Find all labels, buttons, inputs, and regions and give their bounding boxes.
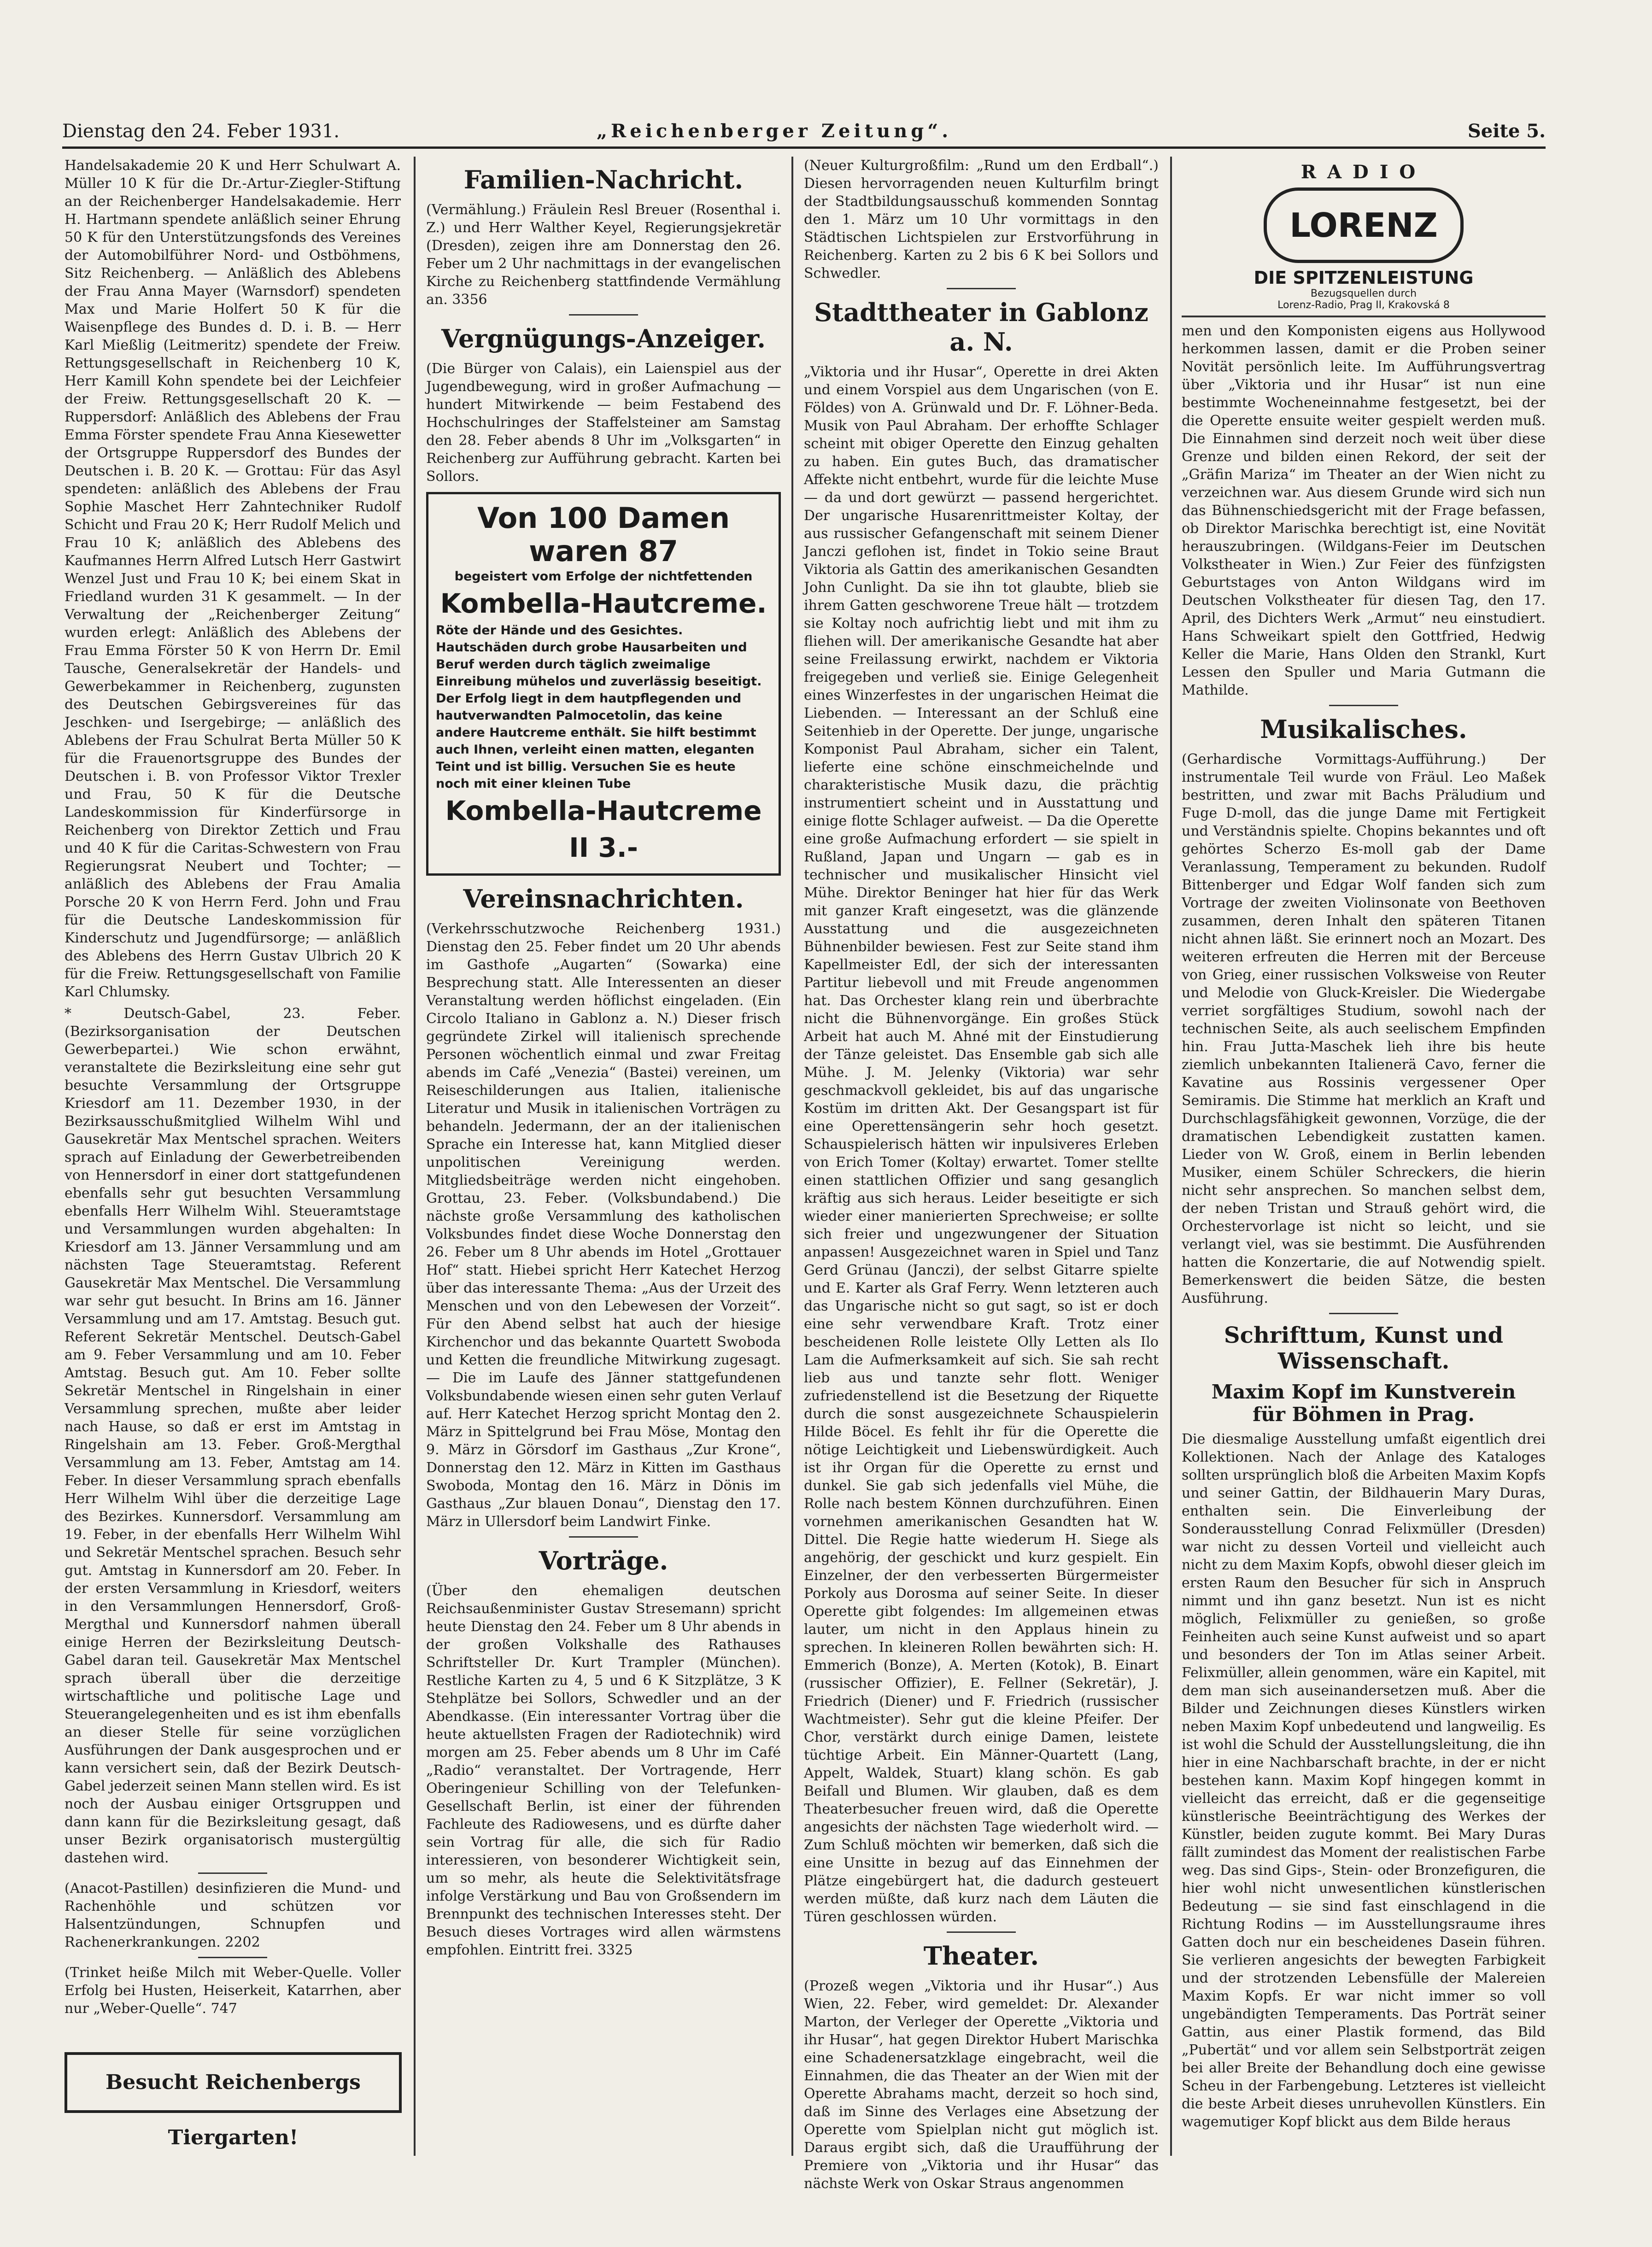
family-notice: (Vermählung.) Fräulein Resl Breuer (Rosenthal i. Z.) und Herr Walther Keyel, Regierungsjekretär (Dresden), zeigen ihre am Donnerstag den 26. Feber um 2 Uhr nachmittags in der evangelischen Kirche zu Reichenberg stattfindende Vermählung an. 3356 [426, 202, 781, 308]
column-3 [804, 157, 1159, 2192]
music-text: (Gerhardische Vormittags-Aufführung.) Der instrumentale Teil wurde von Fräul. Leo Maßek bestritten, und zwar mit Bachs Präludium und Fuge D-moll, das die junge Dame mit Fertigkeit und Verständnis spielte. Chopins bekanntes und oft gehörtes Scherzo Es-moll gab der Dame Veranlassung, Temperament zu bekunden. Rudolf Bittenberger und Edgar Wolf fanden sich zum Vortrage der zweiten Violinsonate von Beethoven zusammen, deren Inhalt den späteren Titanen nicht ahnen läßt. Sie erinnert noch an Mozart. Des weiteren erfreuten die Herren mit der Berceuse von Grieg, einer russischen Volksweise von Reuter und Melodie von Gluck-Kreisler. Die Wiedergabe verriet sorgfältiges Studium, sowohl nach der technischen Seite, als auch seelischem Empfinden hin. Frau Jutta-Maschek lieh ihre bis heute ziemlich unbekannten Italienerä Cavo, ferner die Kavatine aus Rossinis vergessener Oper Semiramis. Die Stimme hat merklich an Kraft und Durchschlagsfähigkeit gewonnen, Vorzüge, die der dramatischen Lebendigkeit zustatten kamen. Lieder von W. Groß, einem in Berlin lebenden Musiker, einem Schüler Schreckers, die hierin nicht sehr ansprechen. So manchen selbst dem, der neben Tristan und Strauß gehört wird, die Orchestervorlage ist nicht so leicht, und sie verlangt viel, was sie bestimmt. Die Ausführenden hatten die Konzertarie, die auf Notwendig spielt. Bemerkenswert die beiden Sätze, die besten Ausführung. [1182, 751, 1546, 1306]
ad-body: Röte der Hände und des Gesichtes. Hautschäden durch grobe Hausarbeiten und Beruf werden durch täglich zweimalige Einreibung mühelos und zuverlässig beseitigt. Der Erfolg liegt in dem hautpflegenden und hautverwandten Palmocetolin, das keine andere Hautcreme enthält. Sie hilft bestimmt auch Ihnen, verleiht einen matten, eleganten Teint und ist billig. Versuchen Sie es heute noch mit einer kleinen Tube [436, 623, 762, 791]
article-heading: Maxim Kopf im Kunstverein [1211, 1381, 1516, 1403]
separator [569, 314, 638, 316]
section-heading: Vereinsnachrichten. [463, 884, 744, 913]
separator [1329, 705, 1398, 706]
separator [569, 1536, 638, 1538]
section-heading: Musikalisches. [1260, 714, 1467, 744]
ad-subline: begeistert vom Erfolge der nichtfettenden [454, 569, 753, 584]
lorenz-logo: LORENZ [1264, 187, 1464, 263]
separator [1182, 316, 1546, 317]
column-divider [1170, 157, 1172, 2156]
separator [198, 1872, 267, 1874]
column-1 [64, 157, 401, 2036]
ad-headline: Von 100 Damen waren 87 [477, 501, 730, 568]
header-page-number: Seite 5. [1467, 120, 1546, 142]
events-text: (Die Bürger von Calais), ein Laienspiel aus der Jugendbewegung, wird in großer Aufmachung — hundert Mitwirkende — beim Festabend des Hochschulringes der Staffelsteiner am Samstag den 28. Feber abends 8 Uhr im „Volksgarten“ in Reichenberg zur Aufführung gebracht. Karten bei Sollors. [426, 361, 781, 485]
page-header [62, 117, 1546, 145]
separator [947, 288, 1016, 289]
header-paper-name: „Reichenberger Zeitung“. [597, 120, 952, 142]
kombella-ad [426, 492, 781, 876]
radio-lorenz-ad [1182, 157, 1546, 311]
theater-review: „Viktoria und ihr Husar“, Operette in drei Akten und einem Vorspiel aus dem Ungarischen (von E. Földes) von A. Grünwald und Dr. F. Löhner-Beda. Musik von Paul Abraham. Der erhoffte Schlager scheint mit obiger Operette den Einzug gehalten zu haben. Ein gutes Buch, das dramatischer Affekte nicht entbehrt, wurde für die leichte Muse — da und dort gewürzt — passend hergerichtet. Der ungarische Husarenrittmeister Koltay, der aus russischer Gefangenschaft mit seinem Diener Janczi geflohen ist, findet in Tokio seine Braut Viktoria als Gattin des amerikanischen Gesandten John Cunlight. Da sie ihn tot glaubte, blieb sie ihrem Gatten geschworene Treue hält — trotzdem sie Koltay noch aufrichtig liebt und mit ihm zu fliehen will. Der amerikanische Gesandte hat aber seine Freilassung erwirkt, nachdem er Viktoria freigegeben und verließ sie. Einige Gelegenheit eines Winzerfestes in der ungarischen Heimat die Liebenden. — Interessant an der Schluß eine Seitenhieb in der Operette. Der junge, ungarische Komponist Paul Abraham, sicher ein Talent, lieferte eine schöne einschmeichelnde und charakteristische Musik dazu, die prächtig instrumentiert scheint und in Ausstattung und einige flotte Schlager aufweist. — Da die Operette eine große Aufmachung erfordert — sie spielt in Rußland, Japan und Ungarn — gab es in technischer und musikalischer Hinsicht viel Mühe. Direktor Beninger hat hier für das Werk mit ganzer Kraft eingesetzt, was die glänzende Ausstattung und die ausgezeichneten Bühnenbilder bewiesen. Fest zur Seite stand ihm Kapellmeister Edl, der sich der interessanten Partitur liebevoll und mit Freude angenommen hat. Das Orchester klang rein und überbrachte nicht die Bühnenvorgänge. Ein großes Stück Arbeit hat auch M. Ahné mit der Einstudierung der Tänze geleistet. Das Ensemble gab sich alle Mühe. J. M. Jelenky (Viktoria) war sehr geschmackvoll gekleidet, bis auf das ungarische Kostüm im dritten Akt. Der Gesangspart ist für eine Operettensängerin sehr hoch gesetzt. Schauspielerisch hätten wir inpulsiveres Erleben von Erich Tomer (Koltay) erwartet. Tomer stellte einen stattlichen Offizier und sang gesanglich kräftig aus sich heraus. Leider beseitigte er sich wieder einer manierierten Sprechweise; er sollte sich freier und ungezwungener der Situation anpassen! Ausgezeichnet waren in Spiel und Tanz Gerd Grünau (Janczi), der selbst Gitarre spielte und E. Karter als Graf Ferry. Wenn letzteren auch das Ungarische nicht so gut sagt, so ist er doch eine sehr verwendbare Kraft. Trotz einer bescheidenen Rolle leistete Olly Letten als Ilo Lam die Aufmerksamkeit auf sich. Sie sah recht lieb aus und tanzte sehr flott. Weniger zufriedenstellend ist die Besetzung der Riquette durch die sonst ausgezeichnete Schauspielerin Hilde Böcel. Es fehlt ihr für die Operette die nötige Leichtigkeit und Liebenswürdigkeit. Auch ist ihr Organ für die Operette zu ernst und dunkel. Sie gab sich jedenfalls viel Mühe, die Rolle nach bestem Können durchzuführen. Einen vornehmen amerikanischen Gesandten hat W. Dittel. Die Regie hatte wiederum H. Siege als angehörig, der geschickt und kurz gespielt. Ein Einzelner, der den verbesserten Bürgermeister Porkoly aus Dorosma auf seiner Seite. In dieser Operette gibt folgendes: Im allgemeinen etwas lauter, um nicht in den Applaus hinein zu sprechen. In kleineren Rollen bewährten sich: H. Emmerich (Bonze), A. Merten (Kotok), B. Einart (russischer Offizier), E. Fellner (Sekretär), J. Friedrich (Diener) und F. Friedrich (russischer Wachtmeister). Sehr gut die kleine Pfeifer. Der Chor, verstärkt durch einige Damen, leistete tüchtige Arbeit. Ein Männer-Quartett (Lang, Appelt, Waldek, Stuart) klang schön. Es gab Beifall und Blumen. Wir glauben, daß es dem Theaterbesucher freuen wird, daß die Operette angesichts der nächsten Tage wiederholt wird. — Zum Schluß möchten wir bemerken, daß sich die eine Unsitte in bezug auf das Einnehmen der Plätze eingebürgert hat, die dadurch gesteuert werden müßte, daß kurz nach dem Läuten die Türen geschlossen würden. [804, 364, 1159, 1925]
column-divider [791, 157, 793, 2156]
association-news: (Verkehrsschutzwoche Reichenberg 1931.) Dienstag den 25. Feber findet um 20 Uhr abends im Gasthofe „Augarten“ (Sowarka) eine Besprechung statt. Alle Interessenten an dieser Veranstaltung werden höflichst eingeladen. (Ein Circolo Italiano in Gablonz a. N.) Dieser frisch gegründete Zirkel will italienisch sprechende Personen wöchentlich einmal und zwar Freitag abends im Café „Venezia“ (Bastei) vereinen, um Reiseschilderungen aus Italien, italienische Literatur und Musik in italienischen Vorträgen zu behandeln. Jedermann, der an der italienischen Sprache ein Interesse hat, kann Mitglied dieser unpolitischen Vereinigung werden. Mitgliedsbeiträge werden nicht eingehoben. Grottau, 23. Feber. (Volksbundabend.) Die nächste große Versammlung des katholischen Volksbundes findet diese Woche Donnerstag den 26. Feber um 8 Uhr abends im Hotel „Grottauer Hof“ statt. Hiebei spricht Herr Katechet Herzog über das interessante Thema: „Aus der Urzeit des Menschen und von den Lebewesen der Vorzeit“. Für den Abend selbst hat auch der hiesige Kirchenchor und das bekannte Quartett Swoboda und Ketten die freundliche Mitwirkung zugesagt. — Die im Laufe des Jänner stattgefundenen Volksbundabende wiesen einen sehr guten Verlauf auf. Herr Katechet Herzog spricht Montag den 2. März in Spittelgrund bei Frau Möse, Montag den 9. März in Görsdorf im Gasthaus „Zur Krone“, Donnerstag den 12. März in Kitten im Gasthaus Swoboda, Montag den 16. März in Dönis im Gasthaus „Zur blauen Donau“, Dienstag den 17. März in Ullersdorf beim Landwirt Finke. [426, 921, 781, 1530]
separator [1329, 1313, 1398, 1314]
section-heading: Vorträge. [539, 1546, 668, 1575]
radio-ad-source: Bezugsquellen durch [1310, 288, 1417, 299]
section-heading: Theater. [923, 1941, 1039, 1971]
section-heading: Stadttheater in Gablonz a. N. [814, 298, 1148, 357]
article-heading: für Böhmen in Prag. [1253, 1403, 1475, 1426]
lectures-text: (Über den ehemaligen deutschen Reichsaußenminister Gustav Stresemann) spricht heute Dienstag den 24. Feber um 8 Uhr abends in der großen Volkshalle des Rathauses Schriftsteller Dr. Kurt Trampler (München). Restliche Karten zu 4, 5 und 6 K Sitzplätze, 3 K Stehplätze bei Sollors, Schwedler und an der Abendkasse. (Ein interessanter Vortrag über die heute aktuellsten Fragen der Radiotechnik) wird morgen am 25. Feber abends um 8 Uhr im Café „Radio“ veranstaltet. Der Vortragende, Herr Oberingenieur Schilling von der Telefunken-Gesellschaft Berlin, ist einer der führenden Fachleute des Radiowesens, und es dürfte daher sein Vortrag für alle, die sich für Radio interessieren, von besonderer Wichtigkeit sein, um so mehr, als heute die Selektivitätsfrage infolge Verstärkung und Bau von Großsendern im Brennpunkt des technischen Interesses steht. Der Besuch dieses Vortrages wird allen wärmstens empfohlen. Eintritt frei. 3325 [426, 1583, 781, 1958]
section-heading: Familien-Nachricht. [463, 165, 744, 194]
column-4 [1182, 157, 1546, 2170]
ad-product-name: Kombella-Hautcreme. [440, 588, 767, 619]
theater-news: (Prozeß wegen „Viktoria und ihr Husar“.) Aus Wien, 22. Feber, wird gemeldet: Dr. Alexander Marton, der Verleger der Operette „Viktoria und ihr Husar“, hat gegen Direktor Hubert Marischka eine Schadenersatzklage eingebracht, weil die Einnahmen, die das Theater an der Wien mit der Operette Abrahams macht, derzeit so hoch sind, daß im Sinne des Verlages eine Absetzung der Operette vom Spielplan nicht gut möglich ist. Daraus ergibt sich, daß die Uraufführung der Premiere von „Viktoria und ihr Husar“ das nächste Werk von Oskar Straus angenommen [804, 1978, 1159, 2192]
separator [947, 1931, 1016, 1933]
radio-ad-tagline: DIE SPITZENLEISTUNG [1254, 268, 1474, 288]
donations-text: Handelsakademie 20 K und Herr Schulwart A. Müller 10 K für die Dr.-Artur-Ziegler-Stiftung an der Reichenberger Handelsakademie. Herr H. Hartmann spendete anläßlich seiner Ehrung 50 K für den Unterstützungsfonds des Vereines der Automobilführer Nord- und Ostböhmens, Sitz Reichenberg. — Anläßlich des Ablebens der Frau Anna Mayer (Warnsdorf) spendeten Max und Marie Holfert 50 K für die Waisenpflege des Bundes d. D. i. B. — Herr Karl Mießlig (Leitmeritz) spendete der Freiw. Rettungsgesellschaft in Reichenberg 10 K, Herr Kamill Kohn spendete bei der Leichfeier der Freiw. Rettungsgesellschaft 20 K. — Ruppersdorf: Anläßlich des Ablebens der Frau Emma Förster spendete Frau Anna Kiesewetter der Ortsgruppe Ruppersdorf des Bundes der Deutschen i. B. 20 K. — Grottau: Für das Asyl spendeten: anläßlich des Ablebens der Frau Sophie Maschet Herr Zahntechniker Rudolf Schicht und Frau 20 K; Herr Rudolf Melich und Frau 10 K; anläßlich des Ablebens des Kaufmannes Herrn Alfred Lutsch Herr Gastwirt Wenzel Just und Frau 10 K; bei einem Skat in Friedland wurden 31 K gesammelt. — In der Verwaltung der „Reichenberger Zeitung“ wurden erlegt: Anläßlich des Ablebens der Frau Emma Förster 50 K von Herrn Dr. Emil Tausche, Generalsekretär der Handels- und Gewerbekammer in Reichenberg, zugunsten des Deutschen Gebirgsvereines für das Jeschken- und Isergebirge; — anläßlich des Ablebens der Frau Schulrat Berta Müller 50 K für die Frauenortsgruppe des Bundes der Deutschen i. B. von Professor Viktor Trexler und Frau, 50 K für die Deutsche Landeskommission für Kinderfürsorge in Reichenberg von Direktor Zettich und Frau und 40 K für die Caritas-Schwestern von Frau Regierungsrat Neubert und Tochter; — anläßlich des Ablebens der Frau Amalia Porsche 20 K von Herrn Ferd. John und Frau für die Deutsche Landeskommission für Kinderschutz und Jugendfürsorge; — anläßlich des Ablebens des Herrn Gustav Ulbrich 20 K für die Freiw. Rettungsgesellschaft von Familie Karl Chlumsky. [64, 158, 401, 1000]
column-divider [414, 157, 416, 2156]
column-2 [426, 157, 781, 2170]
theater-continued: men und den Komponisten eigens aus Hollywood herkommen lassen, damit er die Proben seiner Novität persönlich leite. Im Aufführungsvertrag über „Viktoria und ihr Husar“ ist nun eine bestimmte Wocheneinnahme festgesetzt, bei der die Operette ensuite weiter gespielt werden muß. Die Einnahmen sind derzeit noch weit über diese Grenze und bilden einen Rekord, der seit der „Gräfin Mariza“ im Theater an der Wien nicht zu verzeichnen war. Aus diesem Grunde wird sich nun das Bühnenschiedsgericht mit der Frage befassen, ob Direktor Marischka berechtigt ist, eine Novität herauszubringen. (Wildgans-Feier im Deutschen Volkstheater in Wien.) Zur Feier des fünfzigsten Geburtstages von Anton Wildgans wird im Deutschen Volkstheater für diesen Tag, den 17. April, des Dichters Werk „Armut“ neu einstudiert. Hans Schweikart spielt den Gottfried, Hedwig Keller die Marie, Hans Olden den Strankl, Kurt Lessen den Spuller und Maria Gutmann die Mathilde. [1182, 323, 1546, 698]
radio-ad-top: RADIO [1301, 161, 1427, 183]
ad-weber-quelle: (Trinket heiße Milch mit Weber-Quelle. Voller Erfolg bei Husten, Heiserkeit, Katarrhen, aber nur „Weber-Quelle“. 747 [64, 1965, 401, 2017]
zoo-banner: Besucht Reichenbergs Tiergarten! [64, 2052, 402, 2113]
header-date: Dienstag den 24. Feber 1931. [62, 121, 340, 142]
art-review: Die diesmalige Ausstellung umfaßt eigentlich drei Kollektionen. Nach der Anlage des Kataloges sollten ursprünglich bloß die Arbeiten Maxim Kopfs und seiner Gattin, der Bildhauerin Mary Duras, enthalten sein. Die Einverleibung der Sonderausstellung Conrad Felixmüller (Dresden) war nicht zu dessen Vorteil und vielleicht auch nicht zu dem Maxim Kopfs, obwohl dieser gleich im ersten Raum den Besucher für sich in Anspruch nimmt und ihn ganz besetzt. Nun ist es nicht möglich, Felixmüller zu genießen, so große Feinheiten auch seine Kunst aufweist und so apart und besonders der Ton im Atlas seiner Arbeit. Felixmüller, allein genommen, wäre ein Kapitel, mit dem man sich auseinandersetzen muß. Aber die Bilder und Zeichnungen dieses Künstlers wirken neben Maxim Kopf unbedeutend und langweilig. Es ist wohl die Schuld der Ausstellungsleitung, die ihn hier in eine Nachbarschaft brachte, in der er nicht bestehen kann. Maxim Kopf hingegen kommt in vielleicht das erreicht, daß er die gegenseitige künstlerische Beeinträchtigung des Werkes der Künstler, beiden zugute kommt. Bei Mary Duras fällt zumindest das Moment der realistischen Farbe weg. Das sind Gips-, Stein- oder Bronzefiguren, die hier wohl nicht unwesentlichen künstlerischen Bedeutung — sie sind fast einschlagend in die Richtung Rodins — im Ausstellungsraume ihres Gatten doch nur ein bescheidenes Dasein führen. Sie verlieren angesichts der bewegten Farbigkeit und der strotzenden Lebensfülle der Malereien Maxim Kopfs. Er war nicht immer so voll ungebändigten Temperaments. Das Porträt seiner Gattin, aus einer Plastik formend, das Bild „Pubertät“ und vor allem sein Selbstporträt zeigen bei aller Breite der Behandlung doch eine gewisse Scheu in der Farbengebung. Letzteres ist vielleicht die beste Arbeit dieses unruhevollen Künstlers. Ein wagemutiger Kopf blickt aus dem Bilde heraus [1182, 1431, 1546, 2130]
ad-product-price: Kombella-Hautcreme II 3.- [445, 795, 762, 863]
film-notice: (Neuer Kulturgroßfilm: „Rund um den Erdball“.) Diesen hervorragenden neuen Kulturfilm bringt der Stadtbildungsausschuß kommenden Sonntag den 1. März um 10 Uhr vormittags in den Städtischen Lichtspielen zur Erstvorführung in Reichenberg. Karten zu 2 bis 6 K bei Sollors und Schwedler. [804, 158, 1159, 281]
separator [198, 1957, 267, 1958]
header-rule [62, 146, 1546, 149]
ad-anacot: (Anacot-Pastillen) desinfizieren die Mund- und Rachenhöhle und schützen vor Halsentzündungen, Schnupfen und Rachenerkrankungen. 2202 [64, 1880, 401, 1950]
gabel-report: * Deutsch-Gabel, 23. Feber. (Bezirksorganisation der Deutschen Gewerbepartei.) Wie schon erwähnt, veranstaltete die Bezirksleitung eine sehr gut besuchte Versammlung der Ortsgruppe Kriesdorf am 11. Dezember 1930, in der Bezirksausschußmitglied Wilhelm Wihl und Gausekretär Max Mentschel sprachen. Weiters sprach auf Einladung der Gewerbetreibenden von Hennersdorf in einer dort stattgefundenen ebenfalls sehr gut besuchten Versammlung ebenfalls Herr Wilhelm Wihl. Steueramtstage und Versammlungen wurden abgehalten: In Kriesdorf am 13. Jänner Versammlung und am nächsten Tage Steueramtstag. Referent Gausekretär Max Mentschel. Die Versammlung war sehr gut besucht. In Brins am 16. Jänner Versammlung und am 17. Amtstag. Besuch gut. Referent Sekretär Mentschel. Deutsch-Gabel am 9. Feber Versammlung und am 10. Feber Amtstag. Besuch gut. Am 10. Feber sollte Sekretär Mentschel in Ringelshain in einer Versammlung sprechen, mußte aber leider nach Hause, so daß er erst im Amtstag in Ringelshain am 13. Feber. Groß-Mergthal Versammlung am 13. Feber, Amtstag am 14. Feber. In dieser Versammlung sprach ebenfalls Herr Wilhelm Wihl über die derzeitige Lage des Bezirkes. Kunnersdorf. Versammlung am 19. Feber, in der ebenfalls Herr Wilhelm Wihl und Sekretär Mentschel sprachen. Besuch sehr gut. Amtstag in Kunnersdorf am 20. Feber. In der ersten Versammlung in Kriesdorf, weiters in den Versammlungen Hennersdorf, Groß-Mergthal und Kunnersdorf nahmen überall einige Herren der Bezirksleitung Deutsch-Gabel daran teil. Gausekretär Max Mentschel sprach überall über die derzeitige wirtschaftliche und politische Lage und Steuerangelegenheiten und es ist ihm ebenfalls an dieser Stelle für seine vorzüglichen Ausführungen der Dank ausgesprochen und er kann versichert sein, daß der Bezirk Deutsch-Gabel jederzeit seinen Mann stellen wird. Es ist noch der Ausbau einiger Ortsgruppen und dann kann für die Bezirksleitung gesagt, daß unser Bezirk organisatorisch mustergültig dastehen wird. [64, 1006, 401, 1866]
radio-ad-address: Lorenz-Radio, Prag II, Krakovská 8 [1277, 299, 1450, 311]
section-heading: Schrifttum, Kunst und Wissenschaft. [1224, 1322, 1504, 1374]
section-heading: Vergnügungs-Anzeiger. [441, 324, 766, 353]
